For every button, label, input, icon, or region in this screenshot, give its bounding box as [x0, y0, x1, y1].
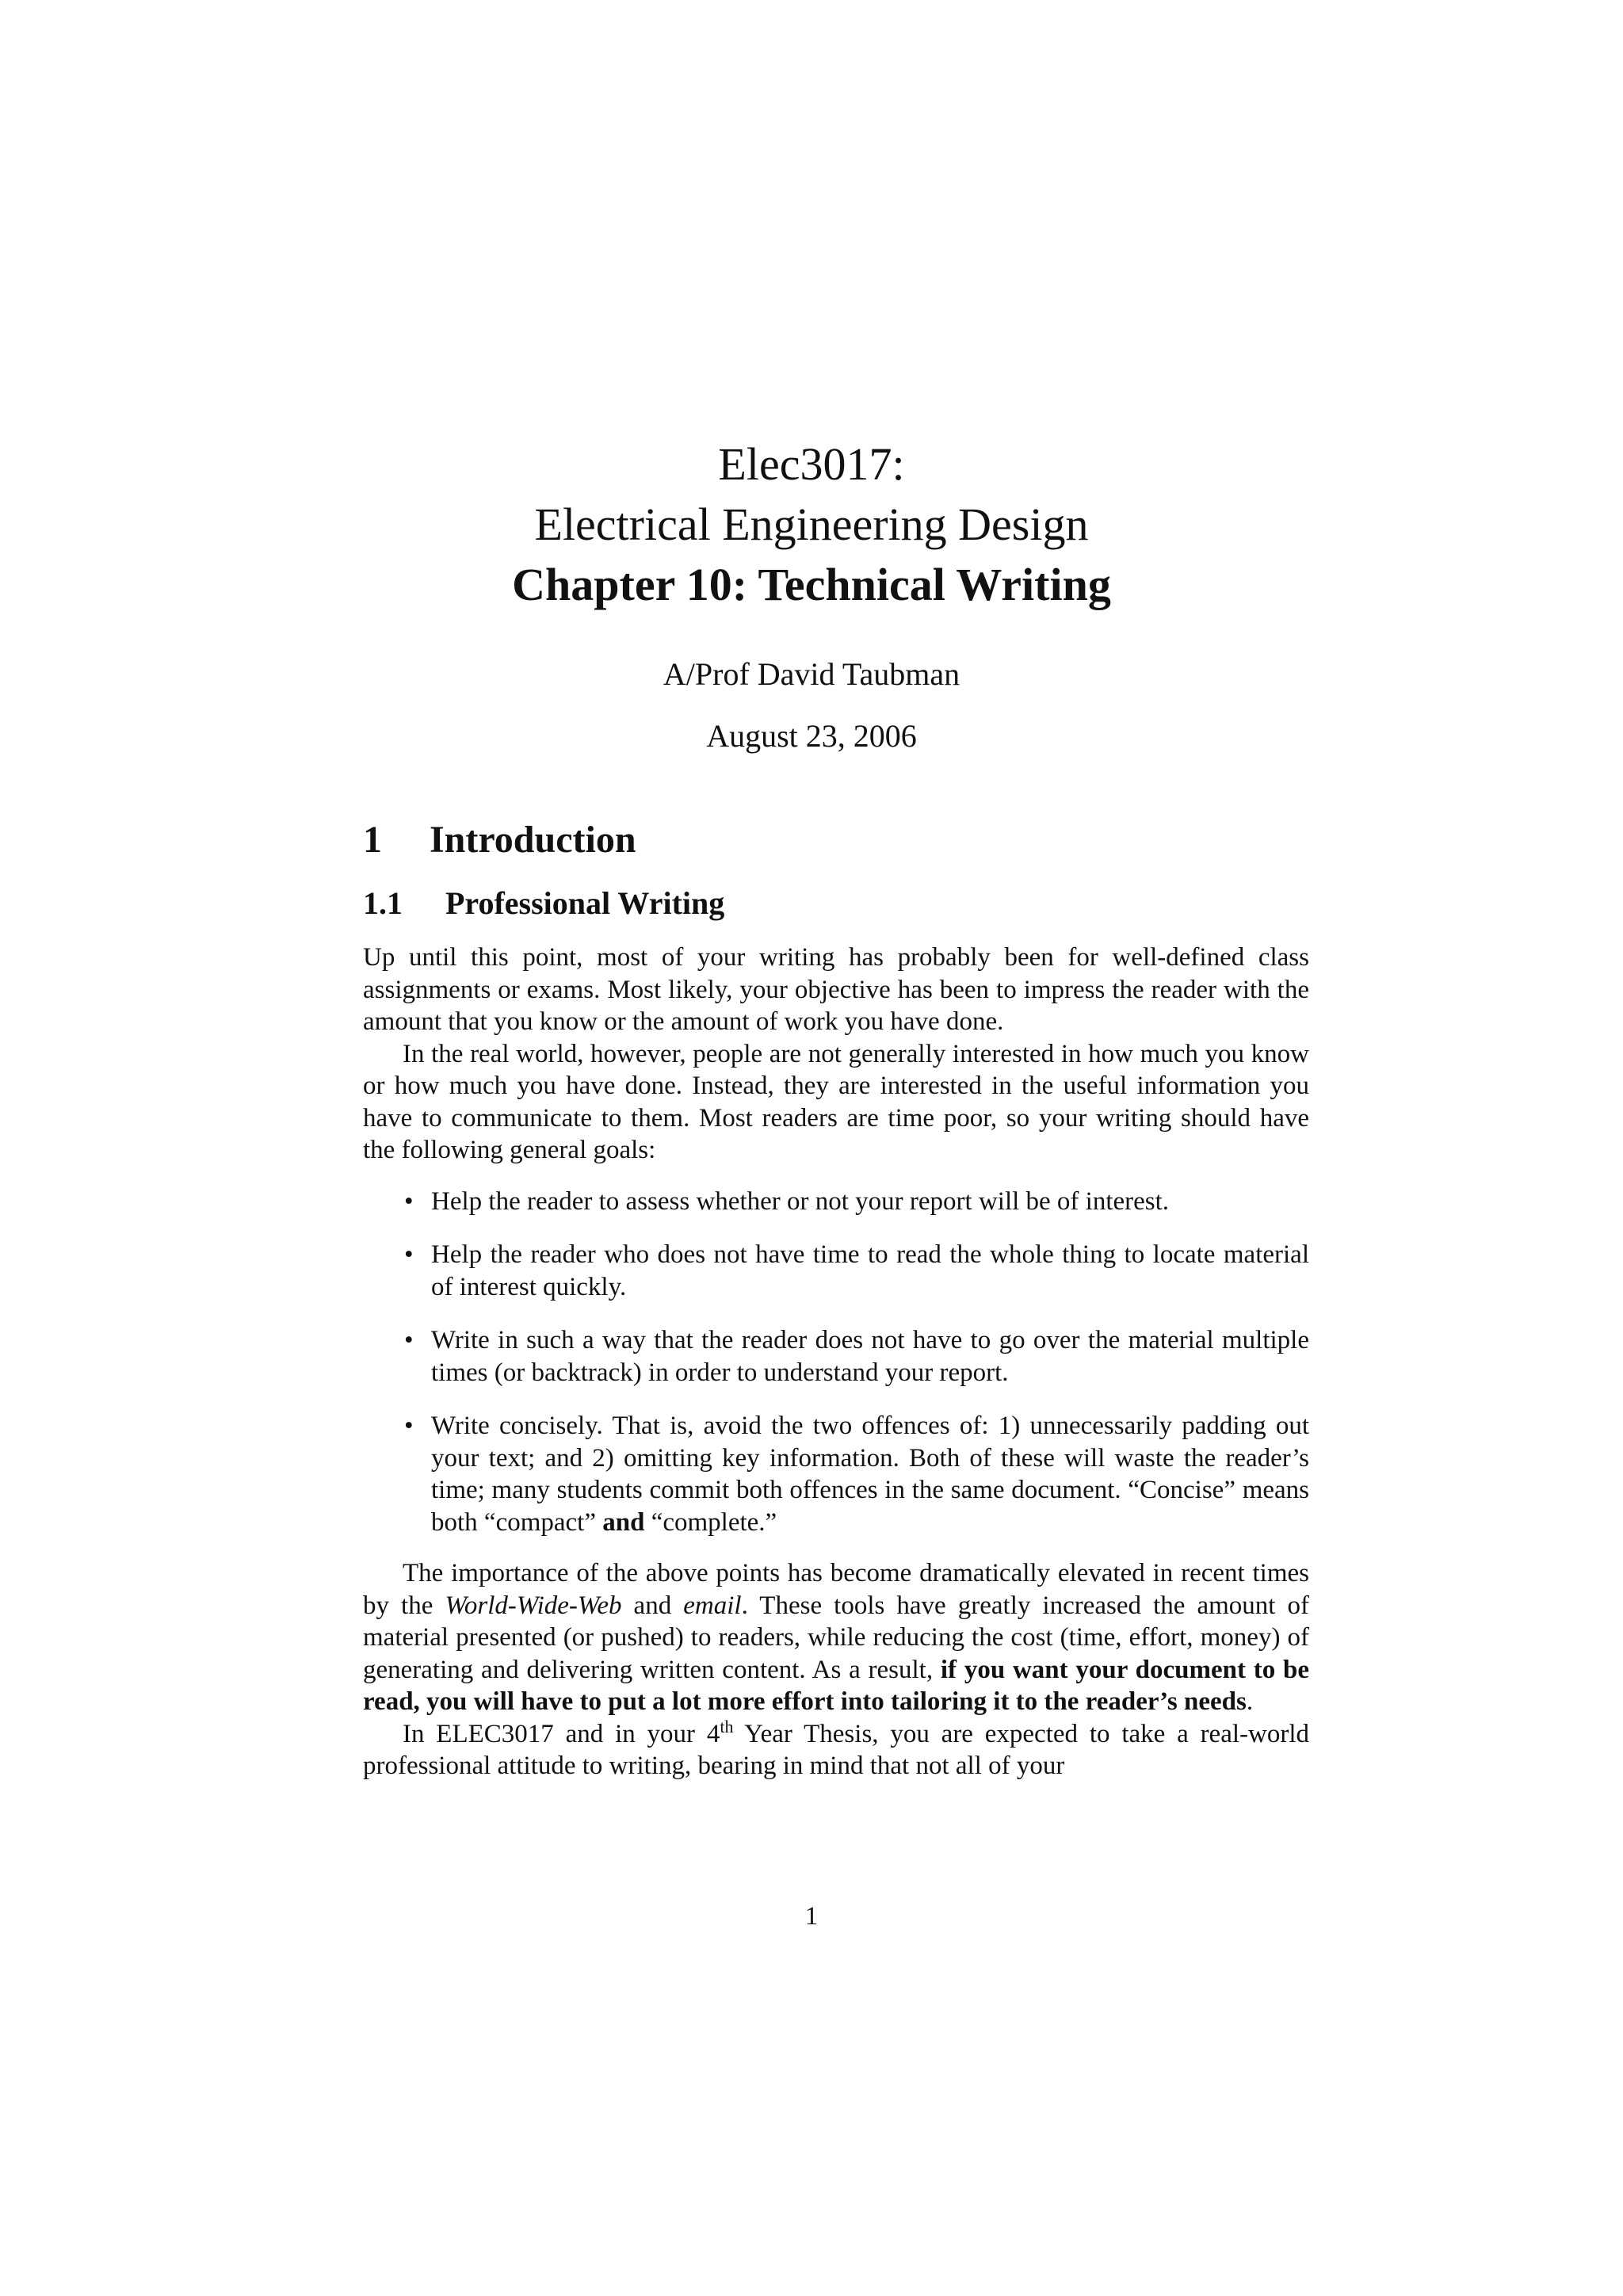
subsection-title: Professional Writing — [445, 885, 725, 921]
bullet-icon: • — [404, 1326, 414, 1354]
section-title: Introduction — [430, 819, 636, 861]
list-item — [363, 1324, 1309, 1389]
bullet-icon: • — [404, 1240, 414, 1269]
paragraph-3-part-c: . These tools have greatly increased the amount of material presented (or pushed) to readers, while reducing the cost (time, effort, money) of generating and delivering written content. As a result, — [363, 1591, 1309, 1684]
www-term: World-Wide-Web — [445, 1591, 622, 1620]
course-code: Elec3017: — [718, 438, 905, 490]
document-body — [363, 816, 1309, 1782]
title-block — [0, 434, 1623, 756]
bullet-icon: • — [404, 1186, 414, 1216]
list-item — [363, 1410, 1309, 1538]
paragraph-3-part-d: . — [1246, 1687, 1254, 1716]
bullet-icon: • — [404, 1412, 414, 1440]
list-item-text: Help the reader who does not have time to read the whole thing to locate material of interest quickly. — [431, 1240, 1309, 1301]
email-term: email — [683, 1591, 742, 1620]
superscript-th: th — [720, 1716, 734, 1736]
list-item-text: Write concisely. That is, avoid the two offences of: 1) unnecessarily padding out your text; and 2) omitting key information. Both of these will waste the reader’s time; many students commit both offences in the same document. “Concise” means both “compact” — [431, 1412, 1309, 1537]
list-item-text: Write in such a way that the reader does not have to go over the material multiple times (or backtrack) in order to understand your report. — [431, 1326, 1309, 1387]
chapter-title: Chapter 10: Technical Writing — [512, 559, 1111, 610]
paragraph-1: Up until this point, most of your writing has probably been for well-defined class assignments or exams. Most likely, your objective has been to impress the reader with the amount that you know or the amount of work you have done. — [363, 943, 1309, 1036]
paragraph-4-part-a: In ELEC3017 and in your 4 — [403, 1719, 720, 1748]
section-heading — [363, 816, 1309, 864]
paragraph-3-part-a: The importance of the above points has become dramatically elevated in recent times by the — [363, 1559, 1309, 1620]
goals-list — [363, 1186, 1309, 1539]
list-item — [363, 1239, 1309, 1303]
paragraph-3 — [363, 1557, 1309, 1718]
list-item — [363, 1186, 1309, 1218]
subsection-number: 1.1 — [363, 885, 403, 921]
date: August 23, 2006 — [706, 718, 917, 754]
author: A/Prof David Taubman — [663, 656, 960, 692]
paragraph-2: In the real world, however, people are not generally interested in how much you know or how much you have done. Instead, they are interested in the useful information you have to communicate to them. Most readers are time poor, so your writing should have the following general goals: — [363, 1039, 1309, 1164]
list-item-text: Help the reader to assess whether or not your report will be of interest. — [431, 1186, 1170, 1216]
paragraph-4-part-b: Year Thesis, you are expected to take a real-world professional attitude to writing, bearing in mind that not all of your — [363, 1719, 1309, 1780]
emphasis-text: if you want your document to be read, you will have to put a lot more effort into tailoring it to the reader’s needs — [363, 1655, 1309, 1716]
paragraph-3-part-b: and — [621, 1591, 684, 1620]
subsection-heading — [363, 883, 1309, 924]
page-number: 1 — [804, 1902, 819, 1931]
course-name: Electrical Engineering Design — [534, 499, 1089, 550]
list-item-text-end: “complete.” — [644, 1507, 777, 1537]
section-number: 1 — [363, 819, 382, 861]
paragraph-4 — [363, 1718, 1309, 1782]
bold-and: and — [602, 1507, 645, 1537]
